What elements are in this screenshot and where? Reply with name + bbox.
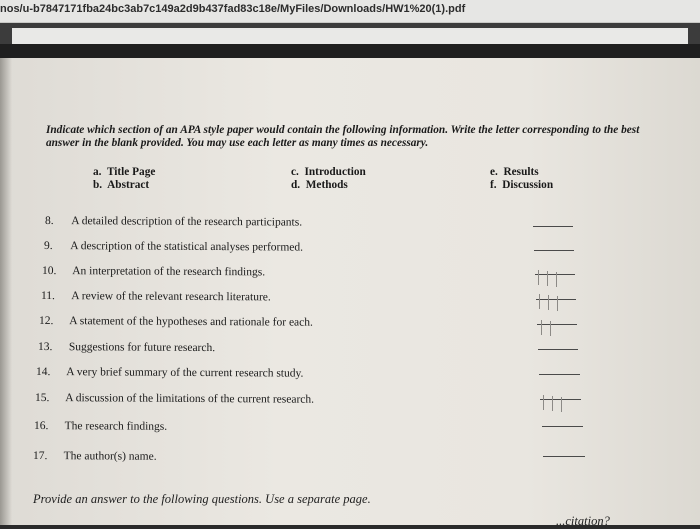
option-label: Methods: [305, 179, 348, 191]
question-number: 17.: [32, 450, 48, 463]
option-c: [291, 166, 366, 178]
question-8: [45, 215, 302, 229]
question-number: 8.: [44, 215, 54, 228]
answer-blank-11[interactable]: [536, 299, 576, 300]
page-shadow: [0, 58, 12, 525]
instructions-text: Indicate which section of an APA style paper would contain the following information. Write the letter corresponding to the best answer in the blank provided. You may use each letter as many times as necessary.: [46, 124, 640, 149]
question-text: Suggestions for future research.: [68, 341, 216, 355]
question-number: 10.: [41, 265, 57, 278]
blank-edge-mark: [550, 321, 551, 336]
question-12: [39, 315, 313, 329]
option-letter: a.: [93, 166, 102, 178]
question-text: A very brief summary of the current research study.: [66, 366, 304, 380]
answer-blank-13[interactable]: [538, 349, 578, 350]
question-15: [35, 392, 314, 406]
blank-edge-mark: [548, 295, 549, 310]
question-9: [44, 240, 303, 254]
question-number: 12.: [38, 315, 54, 328]
option-letter: d.: [291, 179, 301, 191]
blank-edge-mark: [547, 271, 548, 286]
option-letter: f.: [490, 179, 497, 191]
blank-edge-mark: [538, 270, 539, 285]
question-text: A description of the statistical analyses performed.: [70, 240, 304, 254]
question-number: 13.: [37, 341, 53, 354]
blank-edge-mark: [539, 294, 540, 309]
answer-blank-16[interactable]: [542, 426, 583, 427]
question-17: [33, 450, 157, 463]
question-text: An interpretation of the research findings.: [72, 265, 266, 279]
question-text: A review of the relevant research literature.: [71, 290, 271, 304]
question-11: [41, 290, 271, 303]
question-number: 16.: [33, 420, 49, 433]
question-16: [34, 420, 167, 433]
blank-edge-mark: [561, 397, 562, 412]
answer-blank-12[interactable]: [537, 324, 577, 325]
option-label: Introduction: [304, 166, 366, 178]
answer-blank-17[interactable]: [543, 456, 585, 457]
option-label: Title Page: [106, 166, 156, 178]
blank-edge-mark: [543, 395, 544, 410]
blank-edge-mark: [556, 272, 557, 287]
answer-blank-10[interactable]: [535, 274, 575, 275]
question-13: [38, 341, 215, 354]
question-number: 9.: [43, 240, 53, 253]
option-f: [490, 179, 553, 191]
option-b: [93, 179, 149, 191]
option-letter: e.: [490, 166, 498, 178]
address-bar[interactable]: [0, 0, 700, 23]
option-letter: c.: [291, 166, 299, 178]
url-text[interactable]: nos/u-b7847171fba24bc3ab7c149a2d9b437fad83c18e/MyFiles/Downloads/HW1%20(1).pdf: [0, 3, 466, 15]
option-letter: b.: [93, 179, 103, 191]
option-label: Abstract: [107, 179, 150, 191]
blank-edge-mark: [552, 396, 553, 411]
answer-blank-14[interactable]: [539, 374, 580, 375]
question-number: 14.: [35, 366, 51, 379]
question-10: [42, 265, 265, 278]
cutoff-text: ...citation?: [556, 514, 610, 528]
answer-blank-9[interactable]: [534, 250, 574, 251]
question-text: A discussion of the limitations of the current research.: [65, 392, 315, 406]
blank-edge-mark: [557, 296, 558, 311]
question-text: The author(s) name.: [63, 450, 157, 463]
question-text: The research findings.: [64, 420, 168, 433]
footer-instruction: Provide an answer to the following questions. Use a separate page.: [33, 492, 371, 506]
blank-edge-mark: [541, 320, 542, 335]
question-number: 11.: [40, 290, 55, 303]
question-text: A statement of the hypotheses and rationale for each.: [69, 315, 313, 329]
question-number: 15.: [34, 392, 50, 405]
option-label: Discussion: [502, 179, 554, 191]
question-text: A detailed description of the research participants.: [71, 215, 303, 229]
option-a: [93, 166, 155, 178]
option-label: Results: [503, 166, 539, 178]
option-d: [291, 179, 348, 191]
answer-blank-8[interactable]: [533, 226, 573, 227]
option-e: [490, 166, 539, 178]
pdf-toolbar[interactable]: [12, 28, 688, 44]
question-14: [36, 366, 303, 380]
